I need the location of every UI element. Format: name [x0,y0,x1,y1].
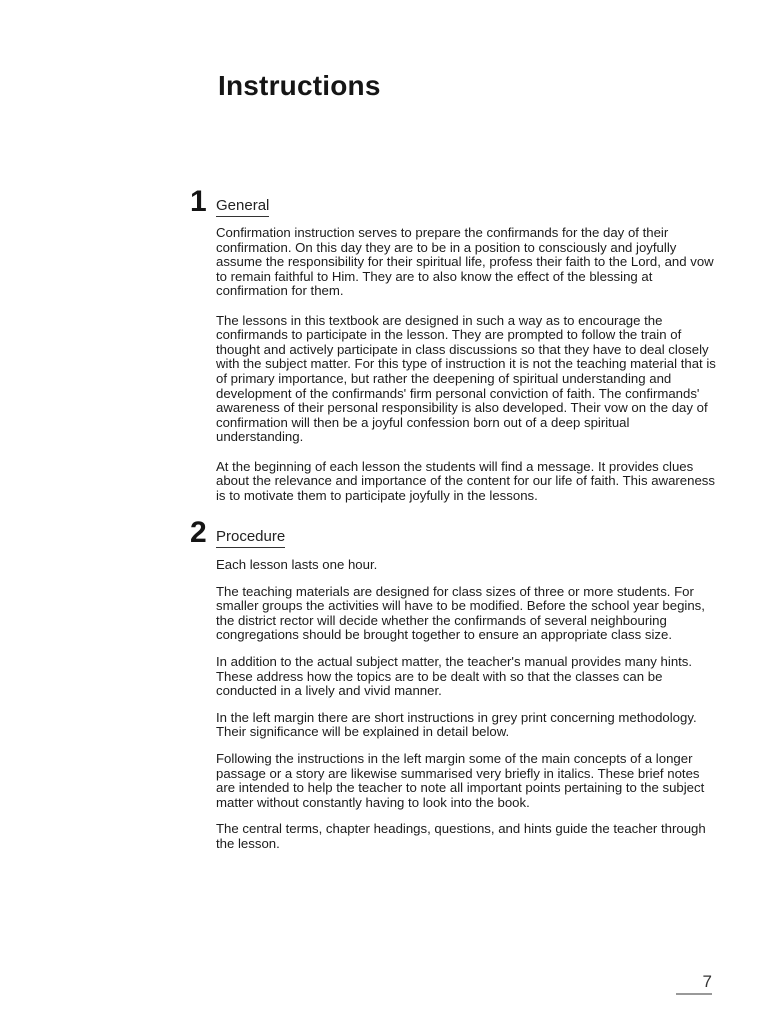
page-title: Instructions [218,70,381,101]
paragraph: The lessons in this textbook are designed in such a way as to encourage the confirmands to participate in the lesson. They are prompted to follow the train of thought and actively participate in class discussions so that they have to deal closely with the subject matter. For this type of instruction it is not the teaching material that is of primary importance, but rather the deepening of spiritual understanding and development of the confirmands' firm personal conviction of faith. The confirmands' awareness of their personal responsibility is also developed. Their vow on the day of confirmation will then be a joyful confession born out of a deep spiritual understanding. [216,312,716,445]
paragraph: Following the instructions in the left margin some of the main concepts of a longer passage or a story are likewise summarised very briefly in italics. These brief notes are intended to help the teacher to note all important points pertaining to the subject matter without constantly having to look into the book. [216,750,705,810]
section-number: 2 [190,516,206,549]
page-number-rule [676,993,712,995]
paragraph: The teaching materials are designed for class sizes of three or more students. For smaller groups the activities will have to be modified. Before the school year begins, the district rector will decide whether the confirmands of several neighbouring congregations should be brought together to ensure an appropriate class size. [216,583,705,643]
section-header-general [190,187,730,227]
section-number: 1 [190,185,206,218]
paragraph: Each lesson lasts one hour. [216,557,378,572]
page-number: 7 [702,972,712,991]
paragraph: In the left margin there are short instructions in grey print concerning methodology. Their significance will be explained in detail below. [216,709,697,740]
paragraph: At the beginning of each lesson the students will find a message. It provides clues about the relevance and importance of the content for our life of faith. This awareness is to motivate them to participate joyfully in the lessons. [216,458,715,503]
paragraph: The central terms, chapter headings, questions, and hints guide the teacher through the lesson. [216,821,706,851]
section-body-procedure [216,558,716,852]
paragraph: In addition to the actual subject matter, the teacher's manual provides many hints. These address how the topics are to be dealt with so that the classes can be conducted in a lively and vivid manner. [216,653,693,699]
section-header-procedure [190,518,730,558]
section-body-general [216,226,716,503]
section-heading: Procedure [216,528,285,548]
section-heading: General [216,197,269,217]
paragraph: Confirmation instruction serves to prepare the confirmands for the day of their confirmation. On this day they are to be in a position to consciously and joyfully assume the responsibility for their spiritual life, profess their faith to the Lord, and vow to remain faithful to Him. They are to also know the effect of the blessing at confirmation for them. [216,225,714,299]
